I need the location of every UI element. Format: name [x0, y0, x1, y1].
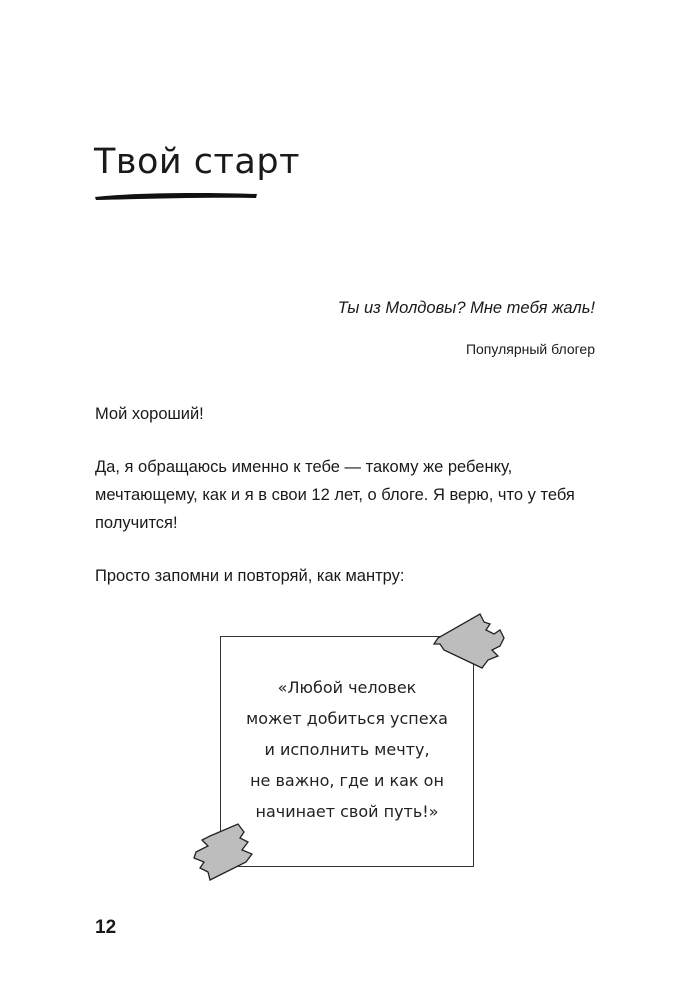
note-line: и исполнить мечту, — [264, 740, 430, 759]
body-paragraph: Просто запомни и повторяй, как мантру: — [95, 567, 405, 585]
chapter-title: Твой старт — [94, 142, 300, 182]
note-line: может добиться успеха — [246, 709, 448, 728]
epigraph-quote: Ты из Молдовы? Мне тебя жаль! — [337, 299, 595, 317]
tape-icon — [188, 822, 268, 884]
note-quote — [220, 672, 474, 827]
tape-icon — [428, 610, 508, 672]
note-line: не важно, где и как он — [250, 771, 444, 790]
page-number: 12 — [95, 917, 117, 938]
body-paragraph: Мой хороший! — [95, 405, 204, 423]
body-paragraph: Да, я обращаюсь именно к тебе — такому же ребенку, мечтающему, как и я в свои 12 лет, о блоге. Я верю, что у тебя получится! — [95, 458, 575, 532]
note-line: «Любой человек — [277, 678, 417, 697]
title-brush-underline — [92, 187, 262, 203]
note-line: начинает свой путь!» — [255, 802, 439, 821]
epigraph-attribution: Популярный блогер — [465, 341, 595, 357]
